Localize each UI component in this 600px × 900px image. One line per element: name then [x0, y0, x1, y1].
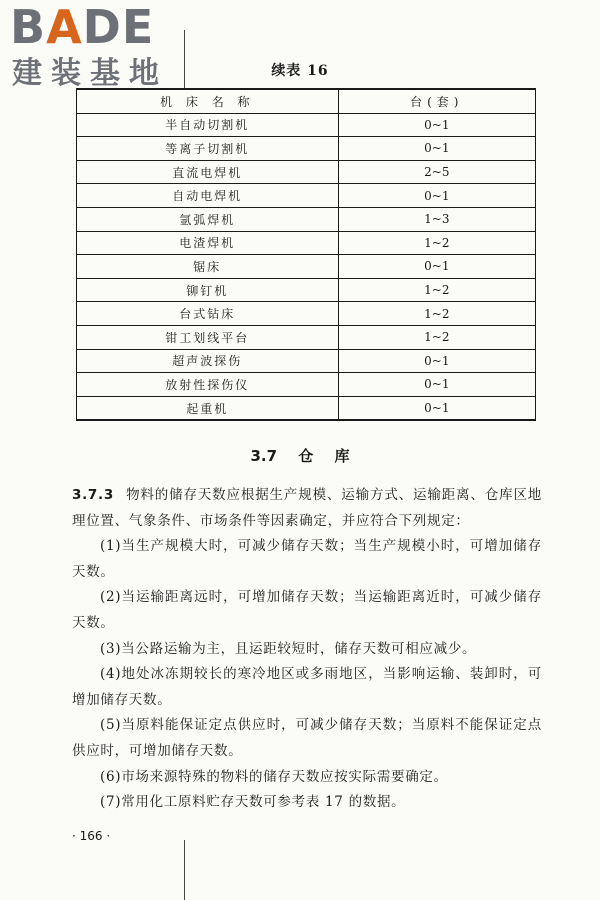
machine-name-cell: 铆钉机 — [77, 278, 339, 302]
clause-item: (4)地处冰冻期较长的寒冷地区或多雨地区，当影响运输、装卸时，可增加储存天数。 — [72, 666, 542, 708]
clause-number: 3.7.3 — [72, 487, 114, 503]
machine-name-cell: 自动电焊机 — [77, 184, 339, 208]
table-header-row — [77, 89, 536, 113]
quantity-cell: 0~1 — [338, 255, 535, 279]
quantity-cell: 2~5 — [338, 160, 535, 184]
machine-name-cell: 氩弧焊机 — [77, 207, 339, 231]
quantity-cell: 1~2 — [338, 231, 535, 255]
quantity-cell: 0~1 — [338, 113, 535, 137]
machine-name-cell: 半自动切割机 — [77, 113, 339, 137]
table-row — [77, 302, 536, 326]
clause-item: (1)当生产规模大时，可减少储存天数；当生产规模小时，可增加储存天数。 — [72, 538, 542, 580]
clause-intro-text: 物料的储存天数应根据生产规模、运输方式、运输距离、仓库区地理位置、气象条件、市场条件等因素确定，并应符合下列规定： — [72, 487, 542, 529]
clause-intro — [72, 483, 542, 534]
page-number: · 166 · — [72, 829, 111, 843]
column-header-quantity: 台(套) — [338, 89, 535, 113]
machine-name-cell: 直流电焊机 — [77, 160, 339, 184]
machine-table — [76, 88, 536, 421]
binding-margin-line — [184, 840, 185, 900]
table-row — [77, 207, 536, 231]
quantity-cell: 1~2 — [338, 325, 535, 349]
table-row — [77, 396, 536, 420]
machine-name-cell: 放射性探伤仪 — [77, 373, 339, 397]
table-row — [77, 113, 536, 137]
column-header-machine-name: 机 床 名 称 — [77, 89, 339, 113]
table-row — [77, 325, 536, 349]
table-caption: 续表 16 — [271, 63, 329, 79]
quantity-cell: 0~1 — [338, 396, 535, 420]
machine-name-cell: 等离子切割机 — [77, 137, 339, 161]
logo-wordmark: BADE — [10, 0, 155, 54]
quantity-cell: 0~1 — [338, 373, 535, 397]
quantity-cell: 0~1 — [338, 349, 535, 373]
table-row — [77, 184, 536, 208]
quantity-cell: 0~1 — [338, 137, 535, 161]
clause-item: (2)当运输距离远时，可增加储存天数；当运输距离近时，可减少储存天数。 — [72, 589, 542, 631]
machine-name-cell: 台式钻床 — [77, 302, 339, 326]
table-row — [77, 278, 536, 302]
machine-name-cell: 起重机 — [77, 396, 339, 420]
section-title: 3.7 仓 库 — [250, 447, 350, 465]
table-row — [77, 373, 536, 397]
watermark-logo — [4, 0, 184, 100]
logo-chinese-text: 建装基地 — [12, 56, 168, 91]
quantity-cell: 1~3 — [338, 207, 535, 231]
clause-body — [72, 483, 542, 816]
quantity-cell: 1~2 — [338, 302, 535, 326]
machine-name-cell: 锯床 — [77, 255, 339, 279]
table-row — [77, 231, 536, 255]
quantity-cell: 0~1 — [338, 184, 535, 208]
table-row — [77, 137, 536, 161]
clause-item: (7)常用化工原料贮存天数可参考表 17 的数据。 — [100, 794, 406, 811]
table-row — [77, 349, 536, 373]
table-row — [77, 160, 536, 184]
quantity-cell: 1~2 — [338, 278, 535, 302]
machine-name-cell: 钳工划线平台 — [77, 325, 339, 349]
table-row — [77, 255, 536, 279]
clause-item: (6)市场来源特殊的物料的储存天数应按实际需要确定。 — [100, 768, 448, 785]
clause-item: (5)当原料能保证定点供应时，可减少储存天数；当原料不能保证定点供应时，可增加储存天数。 — [72, 717, 542, 759]
machine-name-cell: 超声波探伤 — [77, 349, 339, 373]
machine-name-cell: 电渣焊机 — [77, 231, 339, 255]
clause-item: (3)当公路运输为主，且运距较短时，储存天数可相应减少。 — [100, 640, 477, 657]
